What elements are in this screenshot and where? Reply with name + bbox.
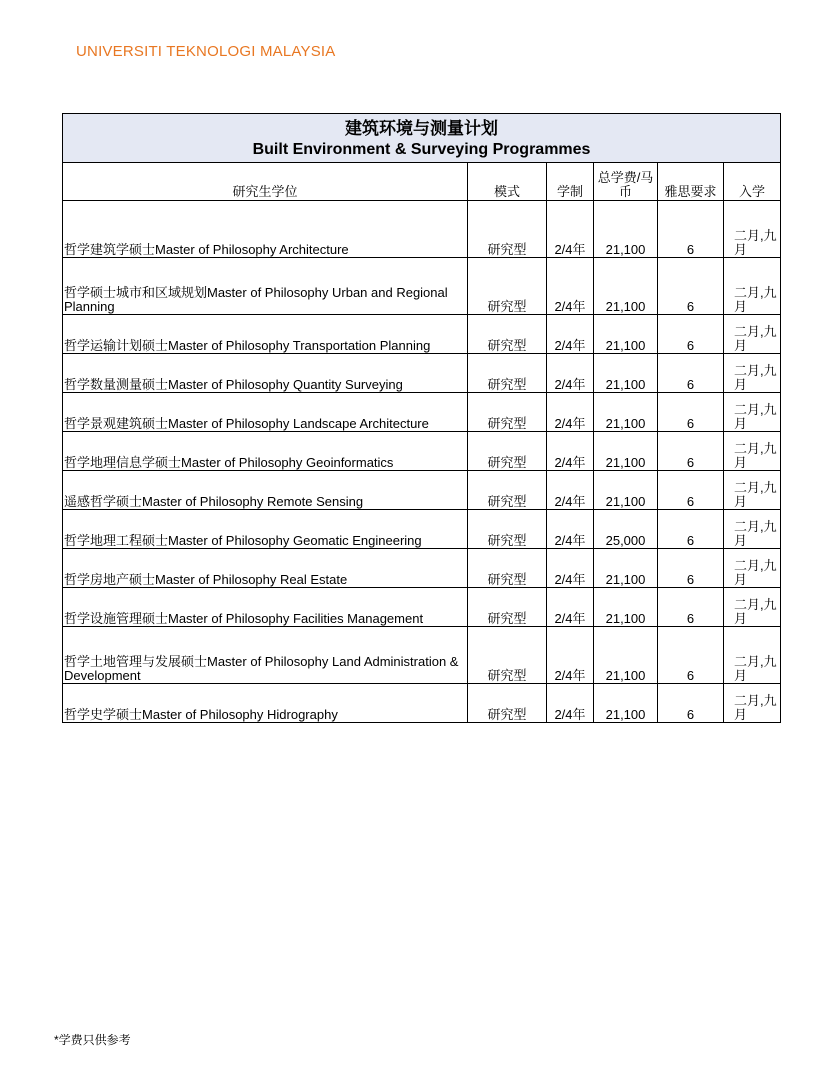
program-name: 哲学史学硕士Master of Philosophy Hidrography (63, 684, 468, 723)
program-fee: 21,100 (594, 393, 658, 432)
program-name: 哲学运输计划硕士Master of Philosophy Transportation Planning (63, 315, 468, 354)
program-mode: 研究型 (468, 354, 547, 393)
program-mode: 研究型 (468, 393, 547, 432)
program-fee: 21,100 (594, 315, 658, 354)
program-name: 哲学数量测量硕士Master of Philosophy Quantity Surveying (63, 354, 468, 393)
programmes-table (62, 113, 781, 723)
col-header-duration: 学制 (547, 163, 594, 201)
program-ielts: 6 (658, 315, 724, 354)
program-intake: 二月,九月 (724, 315, 781, 354)
program-fee: 21,100 (594, 354, 658, 393)
program-duration: 2/4年 (547, 393, 594, 432)
program-name: 哲学设施管理硕士Master of Philosophy Facilities Management (63, 588, 468, 627)
program-fee: 21,100 (594, 471, 658, 510)
program-name: 哲学房地产硕士Master of Philosophy Real Estate (63, 549, 468, 588)
col-header-mode: 模式 (468, 163, 547, 201)
program-ielts: 6 (658, 627, 724, 684)
program-ielts: 6 (658, 588, 724, 627)
table-row (63, 258, 781, 315)
col-header-ielts: 雅思要求 (658, 163, 724, 201)
program-mode: 研究型 (468, 510, 547, 549)
program-intake: 二月,九月 (724, 258, 781, 315)
program-mode: 研究型 (468, 315, 547, 354)
program-mode: 研究型 (468, 432, 547, 471)
program-name: 哲学硕士城市和区域规划Master of Philosophy Urban and Regional Planning (63, 258, 468, 315)
program-name: 哲学景观建筑硕士Master of Philosophy Landscape Architecture (63, 393, 468, 432)
program-ielts: 6 (658, 201, 724, 258)
program-ielts: 6 (658, 510, 724, 549)
program-fee: 21,100 (594, 258, 658, 315)
program-name: 哲学建筑学硕士Master of Philosophy Architecture (63, 201, 468, 258)
table-row (63, 201, 781, 258)
program-ielts: 6 (658, 471, 724, 510)
table-row (63, 315, 781, 354)
program-duration: 2/4年 (547, 201, 594, 258)
col-header-fee: 总学费/马币 (594, 163, 658, 201)
table-row (63, 627, 781, 684)
program-intake: 二月,九月 (724, 588, 781, 627)
program-mode: 研究型 (468, 201, 547, 258)
institution-header: UNIVERSITI TEKNOLOGI MALAYSIA (76, 43, 336, 60)
program-duration: 2/4年 (547, 354, 594, 393)
program-intake: 二月,九月 (724, 393, 781, 432)
program-duration: 2/4年 (547, 549, 594, 588)
program-fee: 21,100 (594, 432, 658, 471)
program-mode: 研究型 (468, 684, 547, 723)
program-intake: 二月,九月 (724, 201, 781, 258)
program-mode: 研究型 (468, 471, 547, 510)
program-ielts: 6 (658, 432, 724, 471)
table-row (63, 393, 781, 432)
program-name: 哲学地理工程硕士Master of Philosophy Geomatic Engineering (63, 510, 468, 549)
program-intake: 二月,九月 (724, 510, 781, 549)
program-ielts: 6 (658, 549, 724, 588)
program-duration: 2/4年 (547, 684, 594, 723)
table-row (63, 684, 781, 723)
fee-footnote: *学费只供参考 (54, 1033, 131, 1047)
table-title (63, 114, 781, 163)
program-duration: 2/4年 (547, 510, 594, 549)
program-duration: 2/4年 (547, 258, 594, 315)
program-duration: 2/4年 (547, 627, 594, 684)
program-fee: 21,100 (594, 627, 658, 684)
program-name: 哲学地理信息学硕士Master of Philosophy Geoinformatics (63, 432, 468, 471)
program-duration: 2/4年 (547, 588, 594, 627)
program-intake: 二月,九月 (724, 354, 781, 393)
program-intake: 二月,九月 (724, 432, 781, 471)
table-header-row (63, 163, 781, 201)
program-ielts: 6 (658, 258, 724, 315)
program-intake: 二月,九月 (724, 627, 781, 684)
program-mode: 研究型 (468, 258, 547, 315)
program-fee: 21,100 (594, 201, 658, 258)
table-row (63, 510, 781, 549)
table-title-zh: 建筑环境与测量计划 (345, 119, 499, 138)
col-header-degree: 研究生学位 (63, 163, 468, 201)
program-duration: 2/4年 (547, 471, 594, 510)
program-intake: 二月,九月 (724, 549, 781, 588)
table-row (63, 471, 781, 510)
program-intake: 二月,九月 (724, 684, 781, 723)
program-duration: 2/4年 (547, 315, 594, 354)
table-row (63, 549, 781, 588)
table-row (63, 432, 781, 471)
program-name: 哲学土地管理与发展硕士Master of Philosophy Land Administration & Development (63, 627, 468, 684)
program-fee: 21,100 (594, 588, 658, 627)
program-name: 遥感哲学硕士Master of Philosophy Remote Sensing (63, 471, 468, 510)
program-ielts: 6 (658, 393, 724, 432)
table-row (63, 354, 781, 393)
program-fee: 25,000 (594, 510, 658, 549)
program-fee: 21,100 (594, 684, 658, 723)
col-header-intake: 入学 (724, 163, 781, 201)
program-mode: 研究型 (468, 627, 547, 684)
program-intake: 二月,九月 (724, 471, 781, 510)
program-mode: 研究型 (468, 588, 547, 627)
program-ielts: 6 (658, 354, 724, 393)
program-ielts: 6 (658, 684, 724, 723)
program-fee: 21,100 (594, 549, 658, 588)
program-duration: 2/4年 (547, 432, 594, 471)
program-mode: 研究型 (468, 549, 547, 588)
table-row (63, 588, 781, 627)
table-title-en: Built Environment & Surveying Programmes (252, 141, 591, 158)
